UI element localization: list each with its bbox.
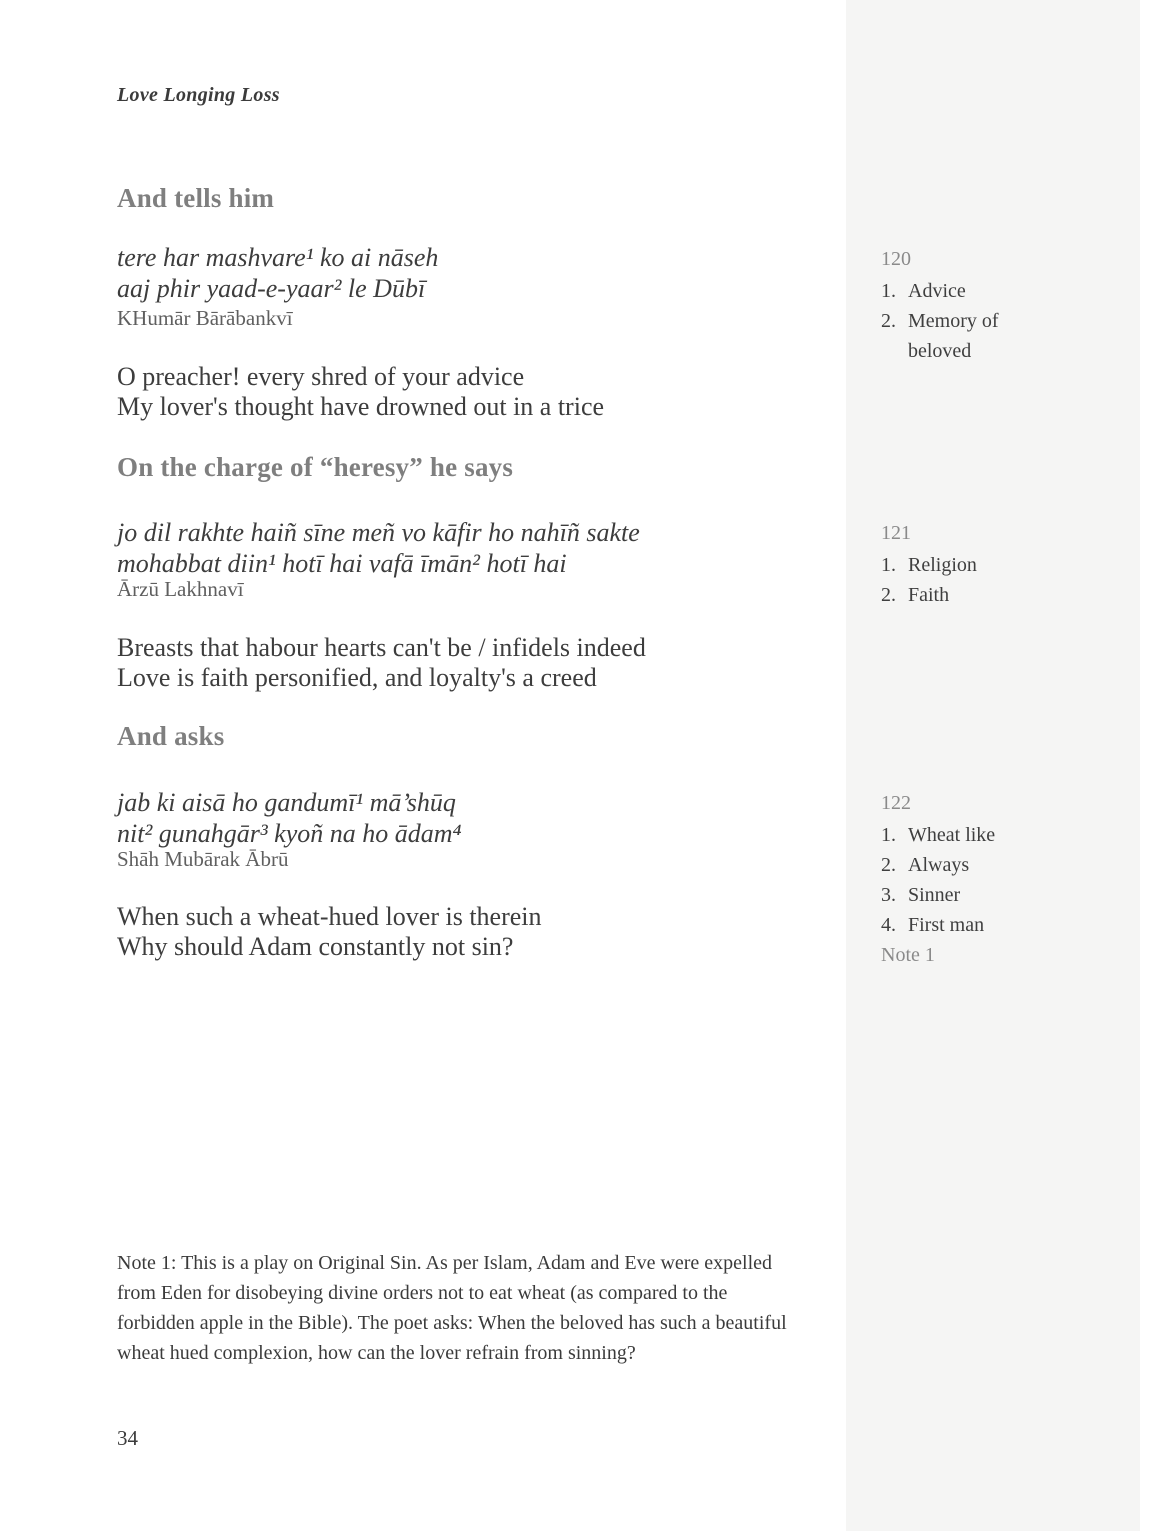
gloss-item	[881, 550, 1031, 580]
translation-line: My lover's thought have drowned out in a trice	[117, 392, 605, 421]
couplet-line: jab ki aisā ho gandumī¹ mā’shūq	[117, 788, 456, 817]
translation-line: When such a wheat-hued lover is therein	[117, 902, 542, 931]
gloss-item	[881, 880, 1031, 910]
poet-name: Ārzū Lakhnavī	[117, 577, 244, 601]
couplet-line: tere har mashvare¹ ko ai nāseh	[117, 243, 439, 272]
gloss-number: 2.	[881, 310, 896, 332]
translation-line: O preacher! every shred of your advice	[117, 362, 525, 391]
translation-line: Love is faith personified, and loyalty's a creed	[117, 663, 597, 692]
translation	[117, 633, 646, 693]
gloss-text: Memory of beloved	[908, 310, 999, 362]
footnote	[117, 1248, 837, 1368]
gloss-text: Faith	[908, 584, 950, 606]
gloss-number: 2.	[881, 854, 896, 876]
translation	[117, 902, 542, 962]
couplet-line: mohabbat diin¹ hotī hai vafā īmān² hotī hai	[117, 549, 567, 578]
poem-number: 120	[881, 248, 911, 270]
gloss-number: 1.	[881, 280, 896, 302]
gloss-text: Always	[908, 854, 970, 876]
gloss-number: 2.	[881, 584, 896, 606]
poem-number: 121	[881, 522, 911, 544]
footnote-line: forbidden apple in the Bible). The poet asks: When the beloved has such a beautiful	[117, 1312, 787, 1334]
couplet	[117, 242, 438, 304]
translation-line: Why should Adam constantly not sin?	[117, 932, 514, 961]
gloss-item	[881, 850, 1031, 880]
couplet-line: nit² gunahgār³ kyoñ na ho ādam⁴	[117, 819, 462, 848]
translation-line: Breasts that habour hearts can't be / infidels indeed	[117, 633, 646, 662]
poet-name: KHumār Bārābankvī	[117, 306, 293, 330]
page-number: 34	[117, 1426, 138, 1450]
gloss-text: First man	[908, 914, 985, 936]
running-head: Love Longing Loss	[117, 84, 280, 106]
gloss-item	[881, 580, 1031, 610]
couplet	[117, 517, 640, 579]
couplet	[117, 787, 462, 849]
gloss-number: 3.	[881, 884, 896, 906]
margin-note-panel	[846, 0, 1140, 1531]
gloss-item	[881, 276, 1031, 306]
gloss-text: Sinner	[908, 884, 961, 906]
section-heading: And tells him	[117, 183, 275, 213]
gloss-number: 4.	[881, 914, 896, 936]
section-heading: On the charge of “heresy” he says	[117, 452, 514, 482]
gloss-item	[881, 820, 1031, 850]
couplet-line: aaj phir yaad-e-yaar² le Dūbī	[117, 274, 426, 303]
footnote-line: wheat hued complexion, how can the lover refrain from sinning?	[117, 1342, 636, 1364]
poet-name: Shāh Mubārak Ābrū	[117, 847, 289, 871]
gloss-number: 1.	[881, 824, 896, 846]
gloss-item	[881, 306, 1031, 366]
gloss-item	[881, 910, 1031, 940]
gloss-number: 1.	[881, 554, 896, 576]
gloss-text: Wheat like	[908, 824, 996, 846]
section-heading: And asks	[117, 721, 225, 751]
margin-notes	[881, 244, 1031, 366]
note-reference: Note 1	[881, 944, 935, 966]
gloss-text: Advice	[908, 280, 966, 302]
margin-notes	[881, 518, 1031, 610]
gloss-text: Religion	[908, 554, 977, 576]
couplet-line: jo dil rakhte haiñ sīne meñ vo kāfir ho nahīñ sakte	[117, 518, 640, 547]
footnote-line: Note 1: This is a play on Original Sin. As per Islam, Adam and Eve were expelled	[117, 1252, 773, 1274]
translation	[117, 362, 604, 422]
margin-notes	[881, 788, 1031, 970]
footnote-line: from Eden for disobeying divine orders not to eat wheat (as compared to the	[117, 1282, 728, 1304]
poem-number: 122	[881, 792, 911, 814]
